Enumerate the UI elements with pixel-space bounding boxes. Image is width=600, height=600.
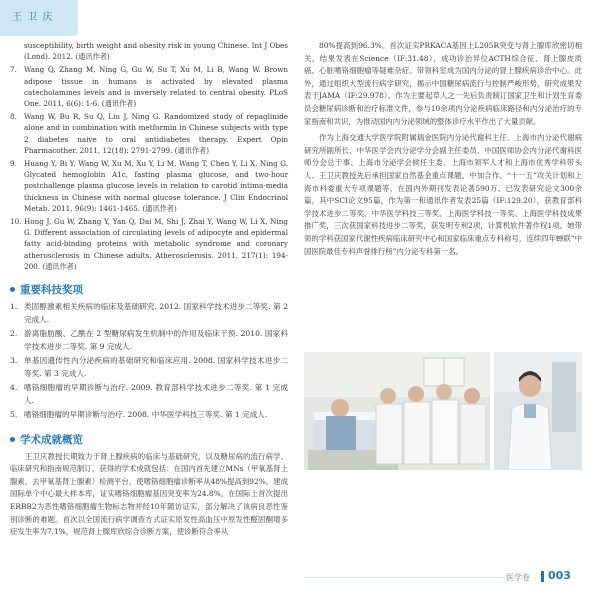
- left-column: [10, 40, 288, 543]
- bullet-dot-icon: [10, 287, 15, 292]
- doctor-portrait-photo: [494, 352, 582, 470]
- page-number-marker: [541, 571, 544, 582]
- reference-item: [10, 216, 288, 272]
- ward-round-photo-drawing: [304, 352, 490, 470]
- reference-list: [10, 40, 288, 272]
- overview-section-title: 学术成就概览: [20, 433, 83, 446]
- reference-text: Wang Q, Zhang M, Ning G, Gu W, Su T, Xu M, Li B, Wang W. Brown adipose tissue in humans is activated by elevated plasma catecholamines levels and is inversely related to central obesity. PLoS One. 2011, 6(6): 1-6. (通讯作者): [24, 65, 288, 109]
- award-number: 4.: [10, 383, 18, 393]
- overview-section-header: [10, 432, 288, 447]
- reference-item: [10, 64, 288, 109]
- reference-item: [10, 158, 288, 214]
- reference-number: 10.: [10, 217, 22, 227]
- reference-text: susceptibility, birth weight and obesity risk in young Chinese. Int J Obes (Lond). 2012. (通讯作者): [24, 41, 288, 62]
- awards-section-title: 重要科技奖项: [20, 284, 83, 297]
- right-column: [304, 40, 582, 262]
- page-number: 003: [548, 569, 571, 582]
- footer-divider: [304, 577, 504, 578]
- photo-strip: [304, 352, 582, 472]
- award-item: [10, 301, 288, 326]
- award-text: 游离脂肪酸、乙酰在 2 型糖尿病发生机制中的作用及临床干预. 2010. 国家科学技术进步二等奖. 第 9 完成人.: [24, 329, 288, 351]
- bullet-dot-icon: [10, 437, 15, 442]
- award-item: [10, 409, 288, 422]
- page-footer: [0, 567, 600, 587]
- doctor-portrait-photo-drawing: [494, 352, 582, 470]
- body-paragraph: 作为上海交通大学医学院附属瑞金医院内分泌代谢科主任、上海市内分泌代谢病研究所副所长、中华医学会内分泌学分会副主任委员、中国医师协会内分泌代谢科医师分会总干事、上海市分泌学会候任主委、上海市领军人才和上海市优秀学科带头人、王卫庆教授先后承担国家自然基金重点课题、中加合作、“十一五”攻关计划和上海市科委重大专项课题等，在国内外期刊发表论著590万、已发表研究论文300余篇，其中SCI论文95篇，作为第一和通讯作者发表25篇（IF:129.20），获教育部科学技术进步二等奖、中华医学科技三等奖、上海医学科技一等奖、上海医学科技成果推广奖，三次获国家科技进步二等奖，获发明专利2项，计算机软件著作权1项。她带领的学科获国家代谢性疾病临床研究中心和国家临床重点专科称号，连续四年蝉联“中国医院最佳专科声誉排行榜”内分泌专科第一名。: [304, 133, 582, 256]
- body-paragraph: 80%提高到96.3%。首次证实PRKACA基因上L205R突变与肾上腺库欣密切相关，结果发表在Science（IF:31.48），成功诊治异位ACTH综合征、肾上腺皮质癌、心脏嗜铬细胞瘤等疑难杂症。带领科室成为国内分泌的肾上腺疾病诊治中心。此外，通过组织大型流行病学研究，揭示中国糖尿病流行与控制严峻形势，研究成果发表于JAMA（IF:29.978）。作为主要起草人之一先后负责制订国家卫生和计划生育委员会糖尿病诊断和治疗标准文件，参与10余项内分泌疾病临床路径和内分泌治疗的专家指南和共识，为推动国内内分泌领域的整体诊疗水平作出了大量贡献。: [304, 41, 582, 126]
- award-item: [10, 328, 288, 353]
- award-item: [10, 382, 288, 407]
- reference-number: 7.: [10, 65, 17, 75]
- award-text: 单基因遗传性内分泌疾病的基础研究和临床应用. 2008. 国家科学技术进步二等奖. 第 3 完成人.: [24, 356, 288, 378]
- header-author-name: 王 卫 庆: [12, 12, 54, 23]
- awards-section-header: [10, 282, 288, 297]
- footer-volume-label: 医学卷: [506, 573, 530, 582]
- reference-text: Wang W, Bu R, Su Q, Liu J, Ning G. Randomized study of repaglinide alone and in combination with metformin in Chinese subjects with type 2 diabetes naive to oral antidiabetes therapy. Expert Opin Pharmacother. 2011, 12(18): 2791-2799. (通讯作者): [24, 112, 288, 155]
- page-header: [0, 0, 600, 36]
- award-number: 2.: [10, 329, 18, 339]
- reference-text: Huang Y, Bi Y, Wang W, Xu M, Xu Y, Li M, Wang T, Chen Y, Li X, Ning G. Glycated hemoglobin A1c, fasting plasma glucose, and two-hour postchallenge plasma glucose levels in relation to carotid intima-media thickness in Chinese with normal glucose tolerance. J Clin Endocrinol Metab. 2011, 96(9): 1461-1465. (通讯作者): [24, 159, 288, 213]
- award-number: 5.: [10, 410, 18, 420]
- reference-number: 9.: [10, 159, 17, 169]
- award-text: 嗜铬细胞瘤的早期诊断与治疗. 2009. 教育部科学技术进步二等奖. 第 1 完成人.: [24, 383, 288, 405]
- award-number: 1.: [10, 302, 18, 312]
- award-text: 类固醇激素相关疾病的临床及基础研究. 2012. 国家科学技术进步二等奖. 第 2 完成人.: [24, 302, 288, 324]
- award-number: 3.: [10, 356, 18, 366]
- reference-item: [10, 40, 288, 62]
- award-item: [10, 355, 288, 380]
- reference-number: 8.: [10, 112, 17, 122]
- reference-text: Hong J, Gu W, Zhang Y, Yan Q, Dai M, Shi J, Zhai Y, Wang W, Li X, Ning G. Different association of circulating levels of adipocyte and epidermal fatty acid-binding proteins with metabolic syndrome and coronary atherosclerosis in Chinese adults. Atherosclerosis. 2011, 217(1): 194-200. (通讯作者): [24, 217, 288, 271]
- overview-paragraph: 王卫庆教授长期致力于肾上腺疾病的临床与基础研究，以及糖尿病的流行病学、临床研究和指南规范制订，获得的学术成就包括：在国内首先建立MNs（甲氧基肾上腺素，去甲氧基肾上腺素）检测平台，使嗜铬细胞瘤诊断率从48%提高到92%，建成国际单个中心最大样本库，证实嗜铬细胞瘤基因突变率为24.8%，在国际上首次提出ERBB2为恶性嗜铬细胞瘤生物标志物并经10年随访证实，部分解决了该病良恶性鉴别诊断的难题。首次以全国流行病学调查方式证实原发性高血压中原发性醛固酮增多症发生率为7.1%，规范肾上腺库欣综合诊断方案，使诊断符合率从: [10, 451, 288, 537]
- ward-round-photo: [304, 352, 490, 470]
- award-text: 嗜铬细胞瘤的早期诊断与治疗. 2008. 中华医学科技三等奖. 第 1 完成人.: [24, 410, 268, 420]
- reference-item: [10, 111, 288, 156]
- awards-list: [10, 301, 288, 422]
